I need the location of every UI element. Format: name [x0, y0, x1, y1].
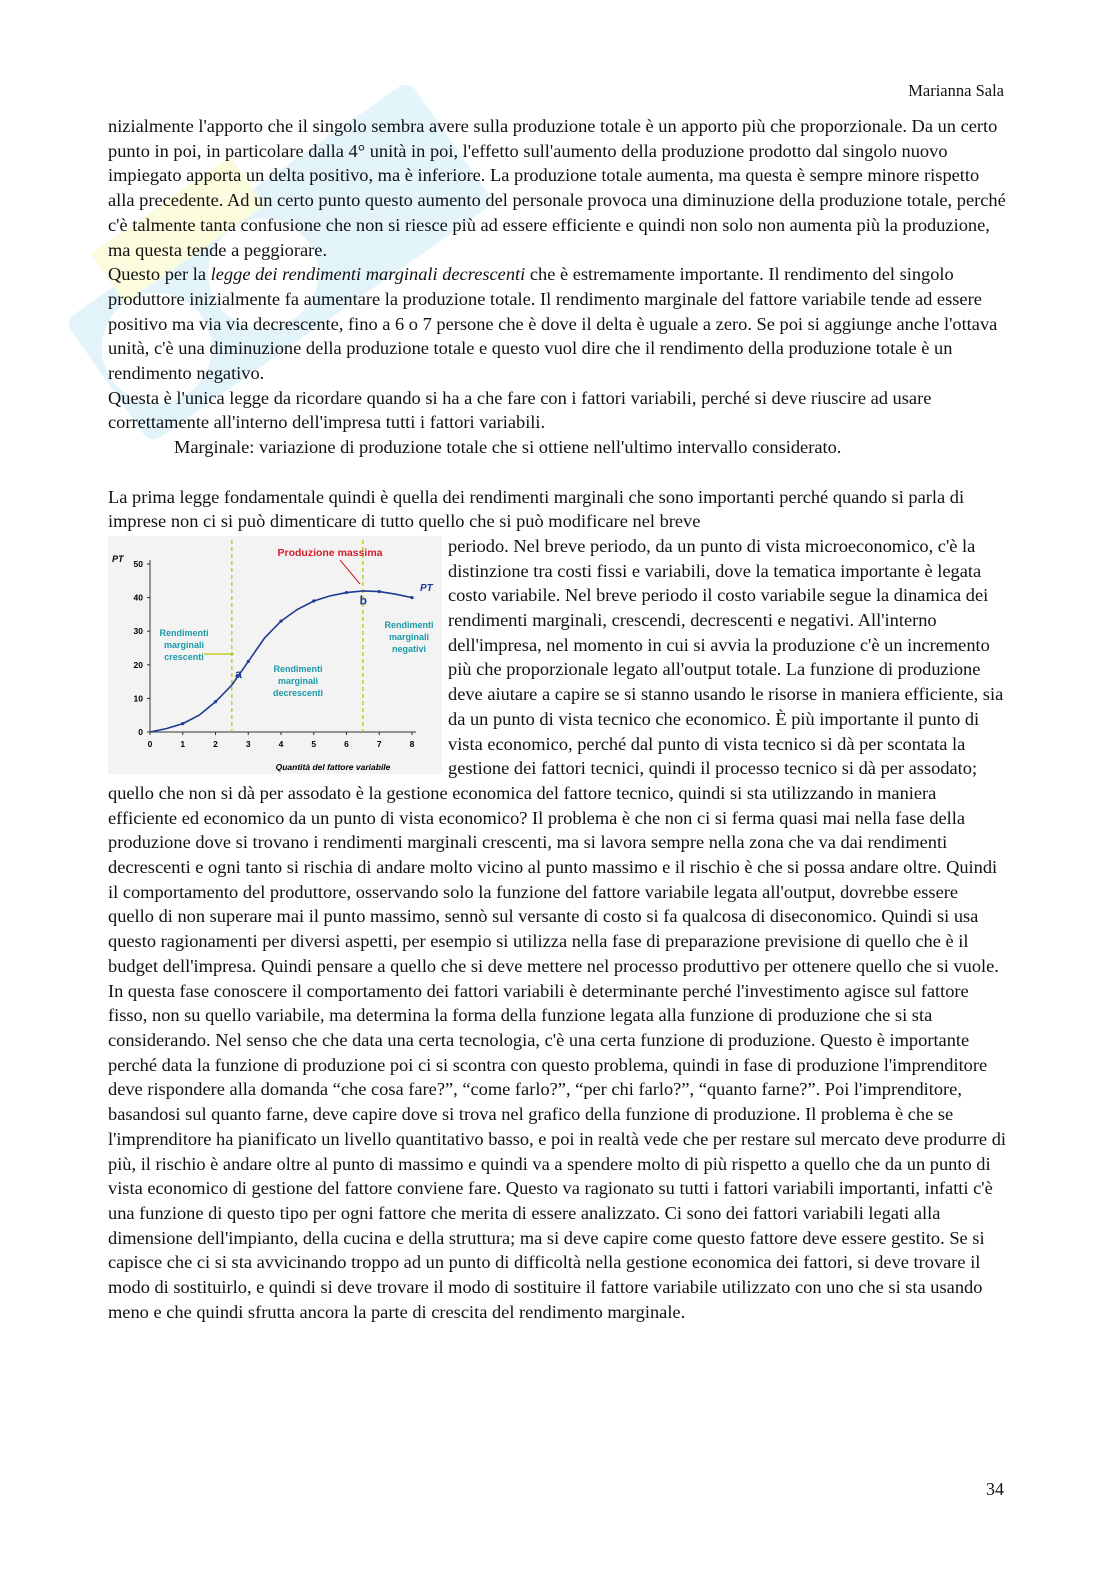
y-tick-label: 30	[133, 626, 143, 637]
paragraph-2-start: Questo per la	[108, 264, 211, 285]
page-number: 34	[986, 1479, 1004, 1499]
document-body	[108, 114, 1008, 1324]
paragraph-1: nizialmente l'apporto che il singolo sembra avere sulla produzione totale è un apporto più che proporzionale. Da un certo punto in poi, in particolare dalla 4° unità in poi, l'effetto sull'aumento della produzione prodotto dal singolo nuovo impiegato apporta un delta positivo, ma è inferiore. La produzione totale aumenta, ma questa è sempre minore rispetto alla precedente. Ad un certo punto questo aumento del personale provoca una diminuzione della produzione totale, perché c'è talmente tanta confusione che non si riesce più ad essere efficiente e quindi non solo non aumenta più la produzione, ma questa tende a peggiorare.	[108, 116, 1006, 260]
region-label-crescenti	[159, 628, 208, 662]
x-tick-label: 8	[409, 738, 415, 749]
region-label-decrescenti	[273, 664, 323, 698]
paragraph-2	[108, 262, 1008, 386]
x-tick-label: 6	[344, 738, 349, 749]
region-label-line: Rendimenti	[384, 619, 434, 630]
region-label-line: marginali	[388, 631, 430, 642]
point-label: a	[235, 667, 242, 682]
region-label-line: Rendimenti	[273, 663, 323, 674]
data-point	[279, 619, 282, 622]
x-tick-label: 4	[278, 738, 284, 749]
region-label-line: negativi	[391, 643, 427, 654]
paragraph-5-intro: La prima legge fondamentale quindi è quella dei rendimenti marginali che sono importanti perché quando si parla di imprese non ci si può dimenticare di tutto quello che si può modificare nel breve	[108, 486, 965, 532]
title-pointer	[340, 560, 360, 584]
data-point	[214, 700, 217, 703]
paragraph-gap	[108, 460, 1008, 485]
y-axis-label: PT	[112, 553, 124, 564]
data-point	[312, 599, 315, 602]
data-point	[378, 590, 381, 593]
paragraph-3: Questa è l'unica legge da ricordare quando si ha a che fare con i fattori variabili, perché si deve riuscire ad usare correttamente all'interno dell'impresa tutti i fattori variabili.	[108, 387, 932, 433]
region-label-line: crescenti	[164, 651, 204, 662]
data-point	[345, 591, 348, 594]
paragraph-5-body: periodo. Nel breve periodo, da un punto di vista microeconomico, c'è la distinzione tra costi fissi e variabili, dove la tematica importante è legata costo variabile. Nel breve periodo il costo variabile segue la dinamica dei rendimenti marginali, crescendi, decrescenti e negativi. All'interno dell'impresa, nel momento in cui si avvia la produzione c'è un incremento più che proporzionale legato all'output totale. La funzione di produzione deve aiutare a capire se si stanno usando le risorse in maniera efficiente, sia da un punto di vista tecnico che economico. È più importante il punto di vista economico, perché dal punto di vista tecnico si dà per scontata la gestione dei fattori tecnici, quindi il processo tecnico si dà per assodato; quello che non si dà per assodato è la gestione economica del fattore tecnico, quindi si sta utilizzando in maniera efficiente ed economico da un punto di vista economico? Il problema è che non ci si ferma quasi mai nella fase della produzione dove si trovano i rendimenti marginali crescenti, ma si lavora sempre nella zona che va dai rendimenti decrescenti e ogni tanto si rischia di andare molto vicino al punto massimo e il rischio è che si possa andare oltre. Quindi il comportamento del produttore, osservando solo la funzione del fattore variabile legata all'output, dovrebbe essere quello di non superare mai il punto massimo, sennò sul versante di costo si fa qualcosa di diseconomico. Quindi si usa questo ragionamenti per diversi aspetti, per esempio si utilizza nella fase di preparazione previsione di quello che è il budget dell'impresa. Quindi pensare a quello che si deve mettere nel processo produttivo per ottenere quello che si vuole. In questa fase conoscere il comportamento dei fattori variabili è determinante perché l'investimento agisce sul fattore fisso, non su quello variabile, ma determina la forma della funzione legata alla funzione di produzione che si sta considerando. Nel senso che che data una certa tecnologia, c'è una certa funzione di produzione. Questo è importante perché data la funzione di produzione poi ci si scontra con questo problema, quindi in fase di produzione l'imprenditore deve rispondere alla domanda “che cosa fare?”, “come farlo?”, “per chi farlo?”, “quanto farne?”. Poi l'imprenditore, basandosi sul quanto farne, deve capire dove si trova nel grafico della funzione di produzione. Il problema è che se l'imprenditore ha pianificato un livello quantitativo basso, e poi in realtà vede che per restare sul mercato deve produrre di più, il rischio è andare oltre al punto di massimo e quindi va a spendere molto di più rispetto a quello che da un punto di vista economico di gestione del fattore conviene fare. Questo va ragionato su tutti i fattori variabili importanti, infatti c'è una funzione di questo tipo per ogni fattore che merita di essere analizzato. Ci sono dei fattori variabili legati alla dimensione dell'impianto, della cucina e della struttura; ma si deve capire come questo fattore deve essere gestito. Se si capisce che ci si sta avvicinando troppo ad un punto di difficoltà nella gestione economica dei fattori, si deve trovare il modo di sostituirlo, e quindi si deve trovare il modo di sostituire il fattore variabile utilizzato con uno che si sta usando meno e che quindi sfrutta ancora la parte di crescita del rendimento marginale.	[108, 535, 1006, 1322]
chart-title: Produzione massima	[277, 546, 383, 559]
paragraph-2-end: che è estremamente importante. Il rendimento del singolo produttore inizialmente fa aumentare la produzione totale. Il rendimento marginale del fattore variabile tende ad essere positivo ma via via decrescente, fino a 6 o 7 persone che è dove il delta è uguale a zero. Se poi si aggiunge anche l'ottava unità, c'è una diminuzione della produzione totale e questo vuol dire che il rendimento della produzione totale è un rendimento negativo.	[108, 264, 998, 384]
x-axis-label: Quantità del fattore variabile	[275, 761, 391, 772]
point-label: b	[359, 593, 367, 608]
region-label-line: decrescenti	[272, 687, 324, 698]
x-tick-label: 2	[213, 738, 218, 749]
data-point	[181, 722, 184, 725]
data-point	[410, 596, 413, 599]
x-tick-label: 3	[245, 738, 251, 749]
region-label-line: Rendimenti	[159, 627, 209, 638]
x-tick-label: 0	[147, 738, 153, 749]
x-tick-label: 7	[376, 738, 382, 749]
paragraph-2-italic: legge dei rendimenti marginali decrescenti	[210, 264, 526, 285]
paragraph-marginale: Marginale: variazione di produzione totale che si ottiene nell'ultimo intervallo considerato.	[174, 437, 842, 458]
data-point	[247, 660, 250, 663]
x-tick-label: 1	[180, 738, 186, 749]
region-label-line: marginali	[277, 675, 319, 686]
chart-svg	[108, 536, 442, 774]
y-tick-label: 40	[133, 592, 143, 603]
y-tick-label: 20	[133, 659, 143, 670]
x-tick-label: 5	[311, 738, 317, 749]
production-function-chart	[108, 536, 442, 774]
curve-label: PT	[420, 582, 433, 594]
y-tick-label: 50	[133, 558, 143, 569]
y-tick-label: 0	[138, 726, 143, 737]
region-label-negativi	[384, 620, 433, 654]
region-label-line: marginali	[163, 639, 205, 650]
y-tick-label: 10	[133, 693, 143, 704]
header-author: Marianna Sala	[908, 81, 1004, 100]
